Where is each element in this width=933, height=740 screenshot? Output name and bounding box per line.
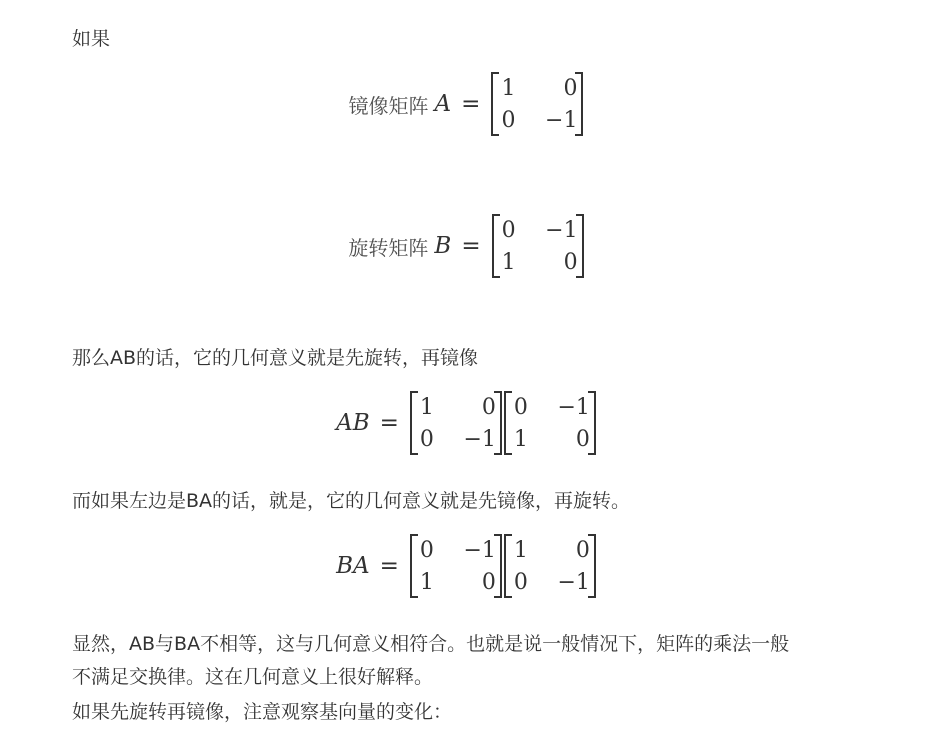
matrix-cell: −1 <box>545 217 578 243</box>
mirror-matrix-label: 镜像矩阵 <box>348 93 429 118</box>
matrix-cell: 0 <box>419 537 434 563</box>
matrix-cell: 0 <box>481 569 496 595</box>
matrix-cell: −1 <box>545 107 578 133</box>
matrix-cell: 1 <box>513 426 528 452</box>
matrix-cell: 0 <box>563 75 578 101</box>
matrix-cell: 0 <box>481 394 496 420</box>
equals-sign: = <box>379 410 399 436</box>
conclusion-line-2: 不满足交换律。这在几何意义上很好解释。 <box>72 666 434 688</box>
ab-left-matrix <box>410 391 502 455</box>
matrix-a <box>491 72 583 136</box>
matrix-cell: 0 <box>575 426 590 452</box>
ba-right-matrix <box>504 534 596 598</box>
ba-product-equation <box>0 534 933 598</box>
ba-description: 而如果左边是BA的话，就是，它的几何意义就是先镜像，再旋转。 <box>72 490 631 512</box>
matrix-cell: 1 <box>419 569 434 595</box>
matrix-cell: 0 <box>513 394 528 420</box>
matrix-cell: 0 <box>419 426 434 452</box>
rotation-matrix-equation <box>0 214 933 278</box>
matrix-cell: 0 <box>575 537 590 563</box>
ab-symbol: AB <box>336 410 370 436</box>
matrix-cell: 0 <box>513 569 528 595</box>
matrix-cell: 0 <box>563 249 578 275</box>
equals-sign: = <box>461 91 481 117</box>
matrix-a-symbol: A <box>434 91 452 117</box>
matrix-cell: −1 <box>463 426 496 452</box>
matrix-cell: 1 <box>419 394 434 420</box>
matrix-cell: 0 <box>501 217 516 243</box>
matrix-cell: −1 <box>557 569 590 595</box>
ab-product-equation <box>0 391 933 455</box>
matrix-cell: 1 <box>501 249 516 275</box>
rotation-matrix-label: 旋转矩阵 <box>348 235 429 260</box>
matrix-b <box>492 214 584 278</box>
mirror-matrix-equation <box>0 72 933 136</box>
matrix-b-symbol: B <box>434 233 452 259</box>
intro-text: 如果 <box>72 28 111 50</box>
matrix-cell: 1 <box>501 75 516 101</box>
matrix-cell: 0 <box>501 107 516 133</box>
matrix-cell: 1 <box>513 537 528 563</box>
conclusion-line-1: 显然，AB与BA不相等，这与几何意义相符合。也就是说一般情况下，矩阵的乘法一般 <box>72 633 790 655</box>
ab-right-matrix <box>504 391 596 455</box>
final-text: 如果先旋转再镜像，注意观察基向量的变化： <box>72 701 453 723</box>
equals-sign: = <box>379 553 399 579</box>
matrix-cell: −1 <box>463 537 496 563</box>
ba-symbol: BA <box>336 553 370 579</box>
matrix-cell: −1 <box>557 394 590 420</box>
equals-sign: = <box>461 233 481 259</box>
ba-left-matrix <box>410 534 502 598</box>
ab-description: 那么AB的话，它的几何意义就是先旋转，再镜像 <box>72 347 479 369</box>
